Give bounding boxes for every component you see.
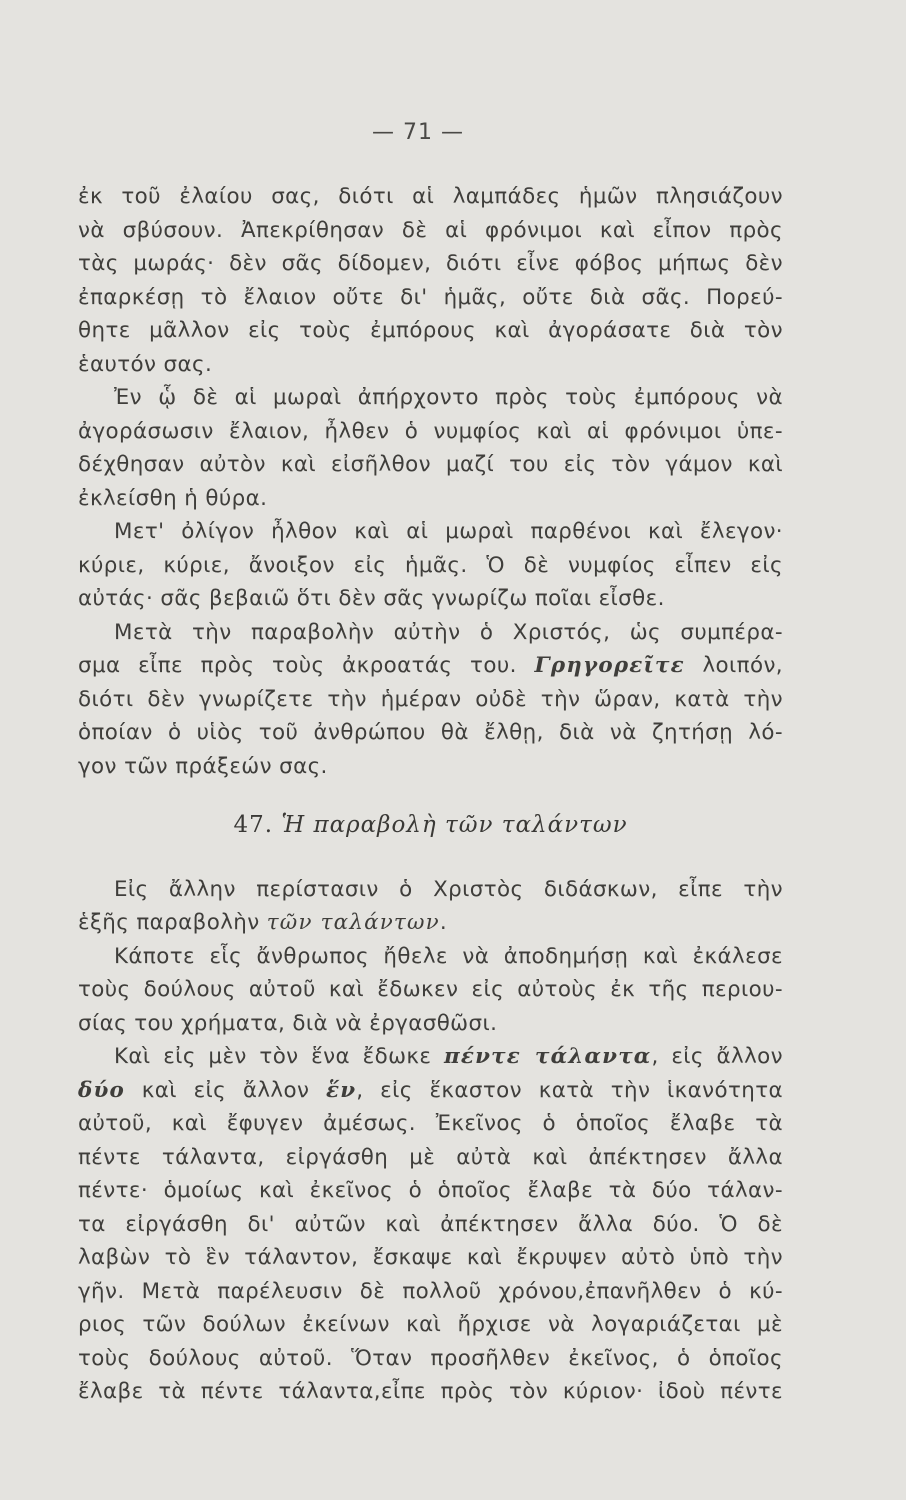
- paragraph: [78, 940, 783, 1041]
- text-line: τοὺς δούλους αὐτοῦ καὶ ἔδωκεν εἰς αὐτοὺς ἐκ τῆς περιου-: [78, 977, 783, 1002]
- text-segment: Καὶ εἰς μὲν τὸν ἕνα ἔδωκε: [114, 1044, 445, 1069]
- text-line: ἀγοράσωσιν ἔλαιον, ἦλθεν ὁ νυμφίος καὶ αἱ φρόνιμοι ὑπε-: [78, 418, 783, 444]
- text-line: γον τῶν πράξεών σας.: [78, 753, 328, 779]
- emphasis-text: ἕν: [326, 1077, 357, 1103]
- text-line: πέντε· ὁμοίως καὶ ἐκεῖνος ὁ ὁποῖος ἔλαβε τὰ δύο τάλαν-: [78, 1178, 783, 1203]
- text-line: αὐτάς· σᾶς βεβαιῶ ὅτι δὲν σᾶς γνωρίζω ποῖαι εἶσθε.: [78, 586, 665, 611]
- text-line: θητε μᾶλλον εἰς τοὺς ἐμπόρους καὶ ἀγοράσατε διὰ τὸν: [78, 318, 783, 343]
- text-line: τὰς μωράς· δὲν σᾶς δίδομεν, διότι εἶνε φόβος μήπως δὲν: [78, 251, 783, 276]
- text-segment: , εἰς ἄλλον: [651, 1044, 783, 1069]
- text-line: Μετ' ὀλίγον ἦλθον καὶ αἱ μωραὶ παρθένοι καὶ ἔλεγον·: [114, 519, 783, 544]
- section-number: 47.: [233, 812, 274, 838]
- text-line: ἑαυτόν σας.: [78, 351, 213, 377]
- text-line: Εἰς ἄλλην περίστασιν ὁ Χριστὸς διδάσκων, εἶπε τὴν: [114, 876, 783, 902]
- text-line: κύριε, κύριε, ἄνοιξον εἰς ἡμᾶς. Ὁ δὲ νυμφίος εἶπεν εἰς: [78, 552, 783, 578]
- text-line: λαβὼν τὸ ἓν τάλαντον, ἔσκαψε καὶ ἔκρυψεν αὐτὸ ὑπὸ τὴν: [78, 1245, 783, 1270]
- paragraph: [78, 515, 783, 616]
- body-text: [78, 180, 783, 1409]
- emphasis-text: δύο: [78, 1077, 125, 1103]
- text-line: [78, 906, 783, 940]
- text-line: [78, 649, 783, 683]
- emphasis-text: τῶν ταλάντων: [266, 910, 440, 935]
- paragraph: [78, 873, 783, 940]
- section-title: Ἡ παραβολὴ τῶν ταλάντων: [281, 812, 628, 838]
- paragraph: [78, 616, 783, 784]
- emphasis-text: Γρηγορεῖτε: [534, 653, 685, 678]
- text-line: γῆν. Μετὰ παρέλευσιν δὲ πολλοῦ χρόνου,ἐπανῆλθεν ὁ κύ-: [78, 1278, 783, 1304]
- text-line: αὐτοῦ, καὶ ἔφυγεν ἀμέσως. Ἐκεῖνος ὁ ὁποῖος ἔλαβε τὰ: [78, 1111, 783, 1136]
- section-heading: [78, 809, 783, 843]
- text-segment: .: [439, 910, 448, 935]
- text-line: νὰ σβύσουν. Ἀπεκρίθησαν δὲ αἱ φρόνιμοι καὶ εἶπον πρὸς: [78, 217, 783, 243]
- text-line: τοὺς δούλους αὐτοῦ. Ὅταν προσῆλθεν ἐκεῖνος, ὁ ὁποῖος: [78, 1345, 783, 1371]
- text-line: πέντε τάλαντα, εἰργάσθη μὲ αὐτὰ καὶ ἀπέκτησεν ἄλλα: [78, 1144, 783, 1170]
- paragraph: [78, 1040, 783, 1409]
- emphasis-text: πέντε τάλαντα: [444, 1044, 652, 1069]
- text-line: Μετὰ τὴν παραβολὴν αὐτὴν ὁ Χριστός, ὡς συμπέρα-: [114, 619, 783, 645]
- text-segment: καὶ εἰς ἄλλον: [124, 1077, 327, 1103]
- text-line: ριος τῶν δούλων ἐκείνων καὶ ἤρχισε νὰ λογαριάζεται μὲ: [78, 1312, 783, 1337]
- page-number: — 71 —: [372, 120, 464, 145]
- text-line: ἐπαρκέσῃ τὸ ἔλαιον οὔτε δι' ἡμᾶς, οὔτε διὰ σᾶς. Πορεύ-: [78, 284, 783, 310]
- text-line: διότι δὲν γνωρίζετε τὴν ἡμέραν οὐδὲ τὴν ὥραν, κατὰ τὴν: [78, 686, 783, 712]
- paragraph: [78, 381, 783, 515]
- text-line: δέχθησαν αὐτὸν καὶ εἰσῆλθον μαζί του εἰς τὸν γάμον καὶ: [78, 452, 783, 477]
- text-segment: ἑξῆς παραβολὴν: [78, 910, 267, 935]
- text-line: [78, 1040, 783, 1074]
- text-line: Κάποτε εἷς ἄνθρωπος ἤθελε νὰ ἀποδημήσῃ καὶ ἐκάλεσε: [114, 943, 783, 969]
- text-line: ἔλαβε τὰ πέντε τάλαντα,εἶπε πρὸς τὸν κύριον· ἰδοὺ πέντε: [78, 1379, 783, 1404]
- text-line: Ἐν ᾧ δὲ αἱ μωραὶ ἀπήρχοντο πρὸς τοὺς ἐμπόρους νὰ: [114, 385, 783, 410]
- text-line: ἐκ τοῦ ἐλαίου σας, διότι αἱ λαμπάδες ἡμῶν πλησιάζουν: [78, 184, 783, 209]
- text-line: [78, 1074, 783, 1108]
- text-line: τα εἰργάσθη δι' αὐτῶν καὶ ἀπέκτησεν ἄλλα δύο. Ὁ δὲ: [78, 1211, 783, 1237]
- paragraph: [78, 180, 783, 381]
- text-line: ἐκλείσθη ἡ θύρα.: [78, 485, 268, 511]
- text-line: ὁποίαν ὁ υἱὸς τοῦ ἀνθρώπου θὰ ἔλθῃ, διὰ νὰ ζητήσῃ λό-: [78, 720, 783, 745]
- text-segment: λοιπόν,: [684, 653, 783, 678]
- text-segment: , εἰς ἕκαστον κατὰ τὴν ἱκανότητα: [356, 1077, 784, 1103]
- text-segment: σμα εἶπε πρὸς τοὺς ἀκροατάς του.: [78, 653, 535, 678]
- text-line: σίας του χρήματα, διὰ νὰ ἐργασθῶσι.: [78, 1010, 498, 1036]
